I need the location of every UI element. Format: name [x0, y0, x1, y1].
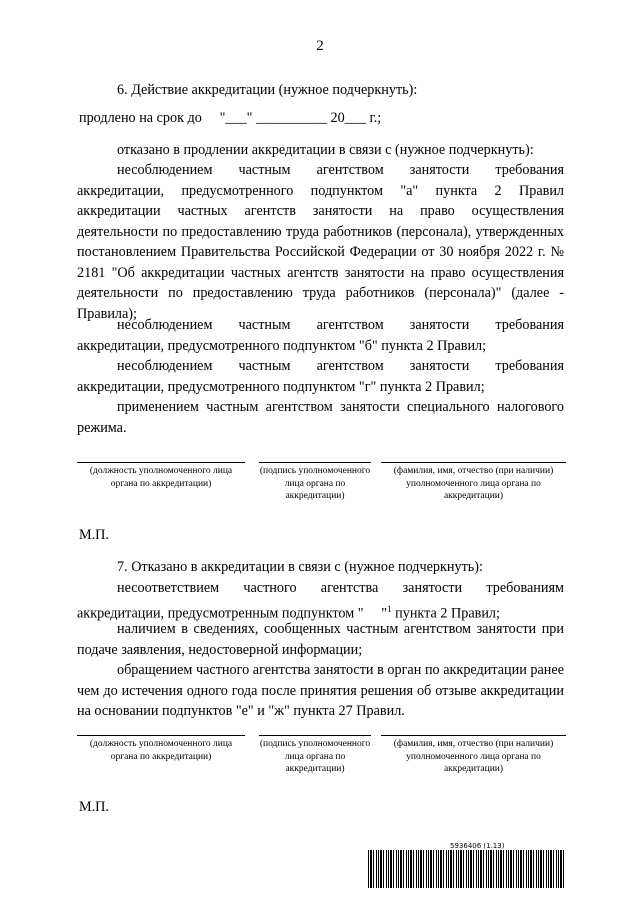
caption-signature: (подпись уполномоченного лица органа по аккредитации)	[259, 466, 371, 501]
caption-position-2: (должность уполномоченного лица органа по аккредитации)	[89, 739, 233, 762]
reason-item-b: несоблюдением частным агентством занятости требования аккредитации, предусмотренного подпунктом "б" пункта 2 Правил;	[77, 317, 564, 354]
refusal-item-2: наличием в сведениях, сообщенных частным агентством занятости при подаче заявления, недостоверной информации;	[77, 621, 564, 658]
caption-name-2: (фамилия, имя, отчество (при наличии) уполномоченного лица органа по аккредитации)	[393, 739, 554, 774]
refusal-item-3: обращением частного агентства занятости в орган по аккредитации ранее чем до истечения одного года после принятия решения об отзыве аккредитации на основании подпунктов "е" и "ж" пункта 27 Правил.	[77, 662, 564, 719]
reason-item-g: несоблюдением частным агентством занятости требования аккредитации, предусмотренного подпунктом "г" пункта 2 Правил;	[77, 358, 564, 395]
signature-line-signature	[259, 462, 371, 463]
refused-extension-intro: отказано в продлении аккредитации в связи с (нужное подчеркнуть):	[117, 142, 534, 158]
caption-name: (фамилия, имя, отчество (при наличии) уполномоченного лица органа по аккредитации)	[393, 466, 554, 501]
page-number: 2	[316, 38, 324, 54]
caption-position: (должность уполномоченного лица органа по аккредитации)	[89, 466, 233, 489]
stamp-place-1: М.П.	[79, 527, 109, 543]
signature-line-position	[77, 462, 245, 463]
signature-line-position-2	[77, 735, 245, 736]
barcode-icon	[368, 850, 566, 888]
stamp-place-2: М.П.	[79, 799, 109, 815]
reason-tax-regime: применением частным агентством занятости специального налогового режима.	[77, 399, 564, 436]
caption-signature-2: (подпись уполномоченного лица органа по аккредитации)	[259, 739, 371, 774]
section-7-heading: 7. Отказано в аккредитации в связи с (нужное подчеркнуть):	[117, 559, 483, 575]
signature-line-signature-2	[259, 735, 371, 736]
reason-item-a: несоблюдением частным агентством занятости требования аккредитации, предусмотренного подпунктом "а" пункта 2 Правил аккредитации частных агентств занятости на право осуществления деятельности по предоставлению труда работников (персонала), утвержденных постановлением Правительства Российской Федерации от 30 ноября 2022 г. № 2181 "Об аккредитации частных агентств занятости на право осуществления деятельности по предоставлению труда работников (персонала)" (далее - Правила);	[77, 162, 564, 322]
barcode-number: 5936406 (1.13)	[450, 842, 505, 850]
signature-line-name	[381, 462, 566, 463]
section-6-heading: 6. Действие аккредитации (нужное подчеркнуть):	[117, 82, 418, 98]
signature-line-name-2	[381, 735, 566, 736]
extended-until-line: продлено на срок до "___" __________ 20___ г.;	[79, 110, 382, 126]
refusal-item-1: несоответствием частного агентства занятости требованиям аккредитации, предусмотренным подпунктом " "$^1$ пункта 2 Правил;	[77, 580, 568, 622]
